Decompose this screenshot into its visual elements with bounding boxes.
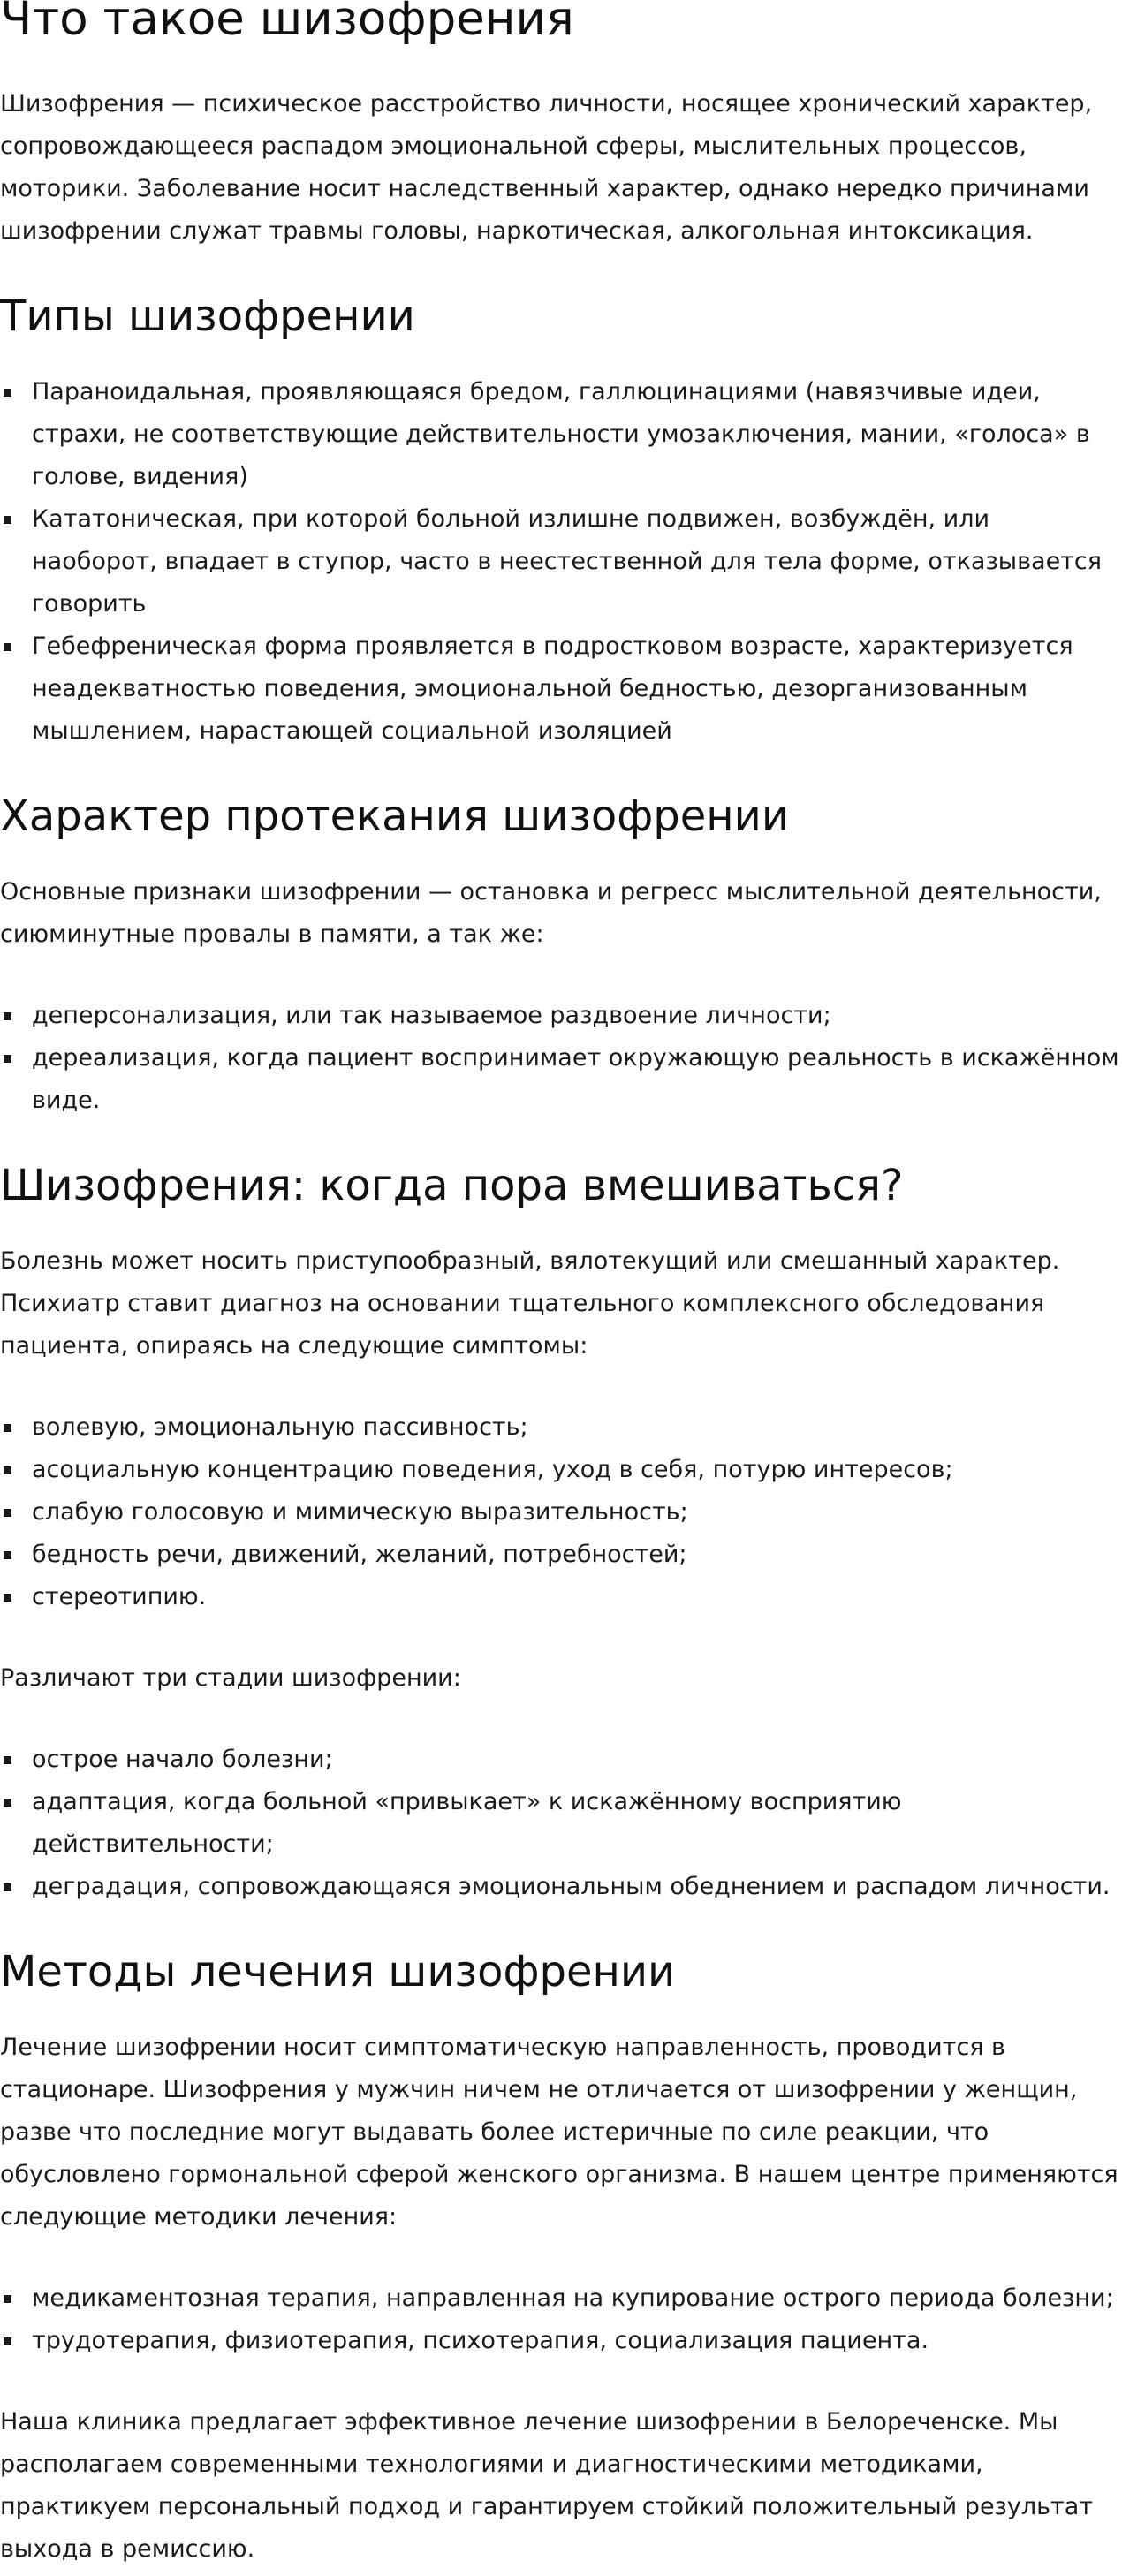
list-item [0,1406,1122,1449]
bullet-icon [4,2295,11,2303]
section-what-is [0,0,1122,253]
list-item-text: деперсонализация, или так называемое раздвоение личности; [32,1002,831,1029]
bullet-icon [4,1509,11,1517]
section-heading: Типы шизофрении [0,292,415,341]
bullet-icon [4,2337,11,2345]
stages-list [0,1739,1122,1908]
list-item [0,371,1122,498]
types-list [0,371,1122,753]
list-item [0,1491,1122,1534]
bullet-icon [4,1012,11,1020]
list-item-text: медикаментозная терапия, направленная на купирование острого периода болезни; [32,2284,1114,2312]
section-types [0,292,1122,753]
bullet-icon [4,1551,11,1559]
symptoms-list [0,1406,1122,1618]
list-item [0,1037,1122,1122]
clinic-paragraph: Наша клиника предлагает эффективное лечение шизофрении в Белореченске. Мы располагаем современными технологиями и диагностическими методиками, практикуем персональный подход и гарантируем стойкий положительный результат выхода в ремиссию. [0,2408,1094,2563]
list-item [0,2277,1122,2320]
section-when-to-act [0,1161,1122,1908]
list-item-text: бедность речи, движений, желаний, потребностей; [32,1541,687,1568]
bullet-icon [4,1799,11,1807]
list-item-text: волевую, эмоциональную пассивность; [32,1413,528,1441]
section-course [0,792,1122,1122]
list-item-text: дереализация, когда пациент воспринимает окружающую реальность в искажённом виде. [32,1044,1119,1114]
list-item-text: адаптация, когда больной «привыкает» к искажённому восприятию действительности; [32,1788,902,1858]
bullet-icon [4,1466,11,1474]
list-item-text: слабую голосовую и мимическую выразительность; [32,1498,688,1526]
stages-intro-paragraph: Различают три стадии шизофрении: [0,1664,461,1692]
list-item [0,625,1122,753]
section-paragraph: Основные признаки шизофрении — остановка и регресс мыслительной деятельности, сиюминутные провалы в памяти, а так же: [0,878,1102,948]
bullet-icon [4,1594,11,1602]
list-item-text: Кататоническая, при которой больной излишне подвижен, возбуждён, или наоборот, впадает в ступор, часто в неестественной для тела форме, отказывается говорить [32,505,1103,617]
list-item-text: Гебефреническая форма проявляется в подростковом возрасте, характеризуется неадекватностью поведения, эмоциональной бедностью, дезорганизованным мышлением, нарастающей социальной изоляцией [32,633,1073,745]
list-item-text: Параноидальная, проявляющаяся бредом, галлюцинациями (навязчивые идеи, страхи, не соответствующие действительности умозаключения, мании, «голоса» в голове, видения) [32,378,1090,490]
list-item [0,995,1122,1037]
section-heading: Шизофрения: когда пора вмешиваться? [0,1161,904,1210]
bullet-icon [4,1883,11,1891]
list-item-text: деградация, сопровождающаяся эмоциональным обеднением и распадом личности. [32,1873,1111,1900]
bullet-icon [4,516,11,524]
intro-paragraph: Шизофрения — психическое расстройство личности, носящее хронический характер, сопровождающееся распадом эмоциональной сферы, мыслительных процессов, моторики. Заболевание носит наследственный характер, однако нередко причинами шизофрении служат травмы головы, наркотическая, алкогольная интоксикация. [0,90,1093,245]
section-heading: Характер протекания шизофрении [0,792,790,841]
bullet-icon [4,1055,11,1063]
section-paragraph: Лечение шизофрении носит симптоматическую направленность, проводится в стационаре. Шизофрения у мужчин ничем не отличается от шизофрении у женщин, разве что последние могут выдавать более истеричные по силе реакции, что обусловлено гормональной сферой женского организма. В нашем центре применяются следующие методики лечения: [0,2034,1118,2231]
list-item [0,1534,1122,1576]
list-item [0,1866,1122,1908]
bullet-icon [4,643,11,651]
list-item-text: асоциальную концентрацию поведения, уход в себя, потурю интересов; [32,1456,953,1483]
list-item-text: трудотерапия, физиотерапия, психотерапия, социализация пациента. [32,2327,929,2354]
list-item [0,1576,1122,1618]
methods-list [0,2277,1122,2362]
list-item [0,2320,1122,2362]
list-item [0,1449,1122,1491]
list-item-text: острое начало болезни; [32,1746,333,1773]
section-heading: Методы лечения шизофрении [0,1947,676,1996]
list-item [0,498,1122,625]
bullet-icon [4,1756,11,1764]
page-title: Что такое шизофрения [0,0,574,46]
list-item-text: стереотипию. [32,1583,207,1610]
section-treatment [0,1947,1122,2571]
bullet-icon [4,389,11,397]
bullet-icon [4,1424,11,1432]
list-item [0,1781,1122,1866]
list-item [0,1739,1122,1781]
signs-list [0,995,1122,1122]
section-paragraph: Болезнь может носить приступообразный, вялотекущий или смешанный характер. Психиатр ставит диагноз на основании тщательного комплексного обследования пациента, опираясь на следующие симптомы: [0,1247,1060,1360]
